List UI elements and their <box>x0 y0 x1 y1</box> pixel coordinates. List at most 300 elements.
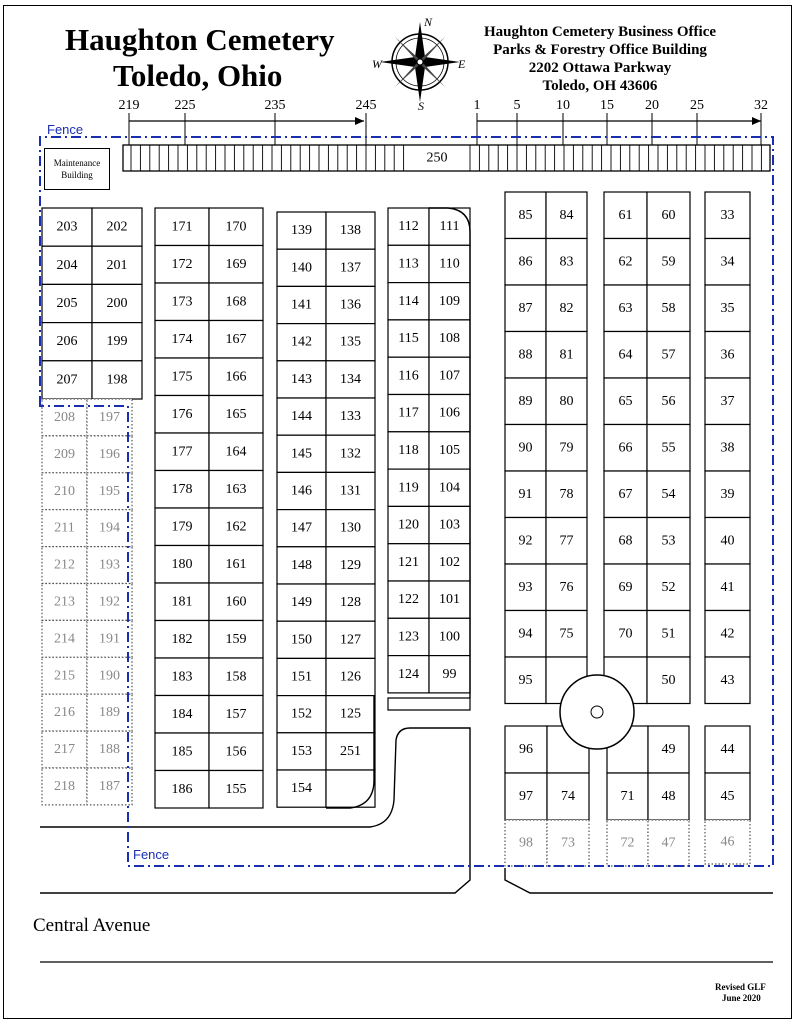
section-label-149[interactable]: 149 <box>291 595 312 611</box>
section-label-111[interactable]: 111 <box>439 219 460 235</box>
section-label-62[interactable]: 62 <box>618 254 633 270</box>
section-label-251[interactable]: 251 <box>340 743 361 759</box>
section-176[interactable] <box>155 396 209 434</box>
section-label-137[interactable]: 137 <box>340 260 361 276</box>
section-label-167[interactable]: 167 <box>225 331 247 347</box>
section-251[interactable] <box>326 733 375 770</box>
section-158[interactable] <box>209 658 263 696</box>
section-78[interactable] <box>546 471 587 518</box>
section-label-164[interactable]: 164 <box>225 444 247 460</box>
section-160[interactable] <box>209 583 263 621</box>
section-37[interactable] <box>705 378 750 425</box>
section-218[interactable] <box>42 768 87 805</box>
section-label-116[interactable]: 116 <box>398 368 419 384</box>
section-label-109[interactable]: 109 <box>439 293 460 309</box>
section-89[interactable] <box>505 378 546 425</box>
section-label-209[interactable]: 209 <box>54 446 75 462</box>
section-label-192[interactable]: 192 <box>99 594 120 610</box>
section-label-169[interactable]: 169 <box>225 256 247 272</box>
section-label-165[interactable]: 165 <box>225 406 247 422</box>
section-label-34[interactable]: 34 <box>720 254 735 270</box>
section-label-129[interactable]: 129 <box>340 557 361 573</box>
section-48[interactable] <box>648 773 689 820</box>
section-label-197[interactable]: 197 <box>99 409 120 425</box>
section-138[interactable] <box>326 212 375 249</box>
section-211[interactable] <box>42 510 87 547</box>
section-label-213[interactable]: 213 <box>54 594 75 610</box>
section-label-154[interactable]: 154 <box>291 781 312 797</box>
section-label-218[interactable]: 218 <box>54 778 75 794</box>
section-label-142[interactable]: 142 <box>291 334 312 350</box>
section-192[interactable] <box>87 584 132 621</box>
section-92[interactable] <box>505 518 546 565</box>
section-label-72[interactable]: 72 <box>620 835 635 851</box>
section-label-100[interactable]: 100 <box>439 629 460 645</box>
section-57[interactable] <box>647 332 690 379</box>
section-113[interactable] <box>388 245 429 282</box>
section-label-93[interactable]: 93 <box>518 579 533 595</box>
section-201[interactable] <box>92 246 142 284</box>
section-label-133[interactable]: 133 <box>340 409 361 425</box>
section-label-202[interactable]: 202 <box>106 219 128 235</box>
section-label-131[interactable]: 131 <box>340 483 361 499</box>
section-68[interactable] <box>604 518 647 565</box>
section-label-88[interactable]: 88 <box>518 347 533 363</box>
section-204[interactable] <box>42 246 92 284</box>
section-label-90[interactable]: 90 <box>518 440 533 456</box>
section-label-155[interactable]: 155 <box>225 781 247 797</box>
section-250[interactable] <box>123 145 770 171</box>
section-label-175[interactable]: 175 <box>171 369 193 385</box>
section-202[interactable] <box>92 208 142 246</box>
section-180[interactable] <box>155 546 209 584</box>
section-200[interactable] <box>92 284 142 322</box>
section-71[interactable] <box>607 773 648 820</box>
section-250-label[interactable]: 250 <box>426 150 448 166</box>
section-label-108[interactable]: 108 <box>439 331 460 347</box>
section-217[interactable] <box>42 731 87 768</box>
section-208[interactable] <box>42 399 87 436</box>
section-129[interactable] <box>326 547 375 584</box>
section-132[interactable] <box>326 435 375 472</box>
section-83[interactable] <box>546 239 587 286</box>
section-label-80[interactable]: 80 <box>559 393 574 409</box>
section-203[interactable] <box>42 208 92 246</box>
section-label-105[interactable]: 105 <box>439 442 460 458</box>
section-152[interactable] <box>277 696 326 733</box>
section-label-38[interactable]: 38 <box>720 440 735 456</box>
section-label-166[interactable]: 166 <box>225 369 247 385</box>
section-184[interactable] <box>155 696 209 734</box>
section-104[interactable] <box>429 469 470 506</box>
section-94[interactable] <box>505 611 546 658</box>
section-label-146[interactable]: 146 <box>291 483 312 499</box>
section-36[interactable] <box>705 332 750 379</box>
section-label-42[interactable]: 42 <box>720 626 735 642</box>
section-label-46[interactable]: 46 <box>720 834 735 850</box>
section-151[interactable] <box>277 658 326 695</box>
section-108[interactable] <box>429 320 470 357</box>
section-label-43[interactable]: 43 <box>720 672 735 688</box>
section-label-36[interactable]: 36 <box>720 347 735 363</box>
section-210[interactable] <box>42 473 87 510</box>
section-67[interactable] <box>604 471 647 518</box>
section-label-189[interactable]: 189 <box>99 705 120 721</box>
section-label-122[interactable]: 122 <box>398 592 419 608</box>
section-216[interactable] <box>42 694 87 731</box>
section-label-210[interactable]: 210 <box>54 483 75 499</box>
section-label-82[interactable]: 82 <box>559 300 574 316</box>
section-52[interactable] <box>647 564 690 611</box>
section-label-84[interactable]: 84 <box>559 207 574 223</box>
section-label-147[interactable]: 147 <box>291 520 312 536</box>
section-112[interactable] <box>388 208 429 245</box>
section-61[interactable] <box>604 192 647 239</box>
section-145[interactable] <box>277 435 326 472</box>
section-43[interactable] <box>705 657 750 704</box>
section-label-37[interactable]: 37 <box>720 393 735 409</box>
section-174[interactable] <box>155 321 209 359</box>
section-168[interactable] <box>209 283 263 321</box>
section-label-57[interactable]: 57 <box>661 347 676 363</box>
section-122[interactable] <box>388 581 429 618</box>
section-77[interactable] <box>546 518 587 565</box>
section-123[interactable] <box>388 618 429 655</box>
section-185[interactable] <box>155 733 209 771</box>
section-label-65[interactable]: 65 <box>618 393 633 409</box>
section-label-172[interactable]: 172 <box>171 256 193 272</box>
section-label-199[interactable]: 199 <box>106 334 128 350</box>
section-label-174[interactable]: 174 <box>171 331 193 347</box>
section-141[interactable] <box>277 286 326 323</box>
section-label-215[interactable]: 215 <box>54 668 75 684</box>
section-148[interactable] <box>277 547 326 584</box>
section-35[interactable] <box>705 285 750 332</box>
section-154[interactable] <box>277 770 326 807</box>
section-117[interactable] <box>388 395 429 432</box>
section-118[interactable] <box>388 432 429 469</box>
section-73[interactable] <box>547 820 589 866</box>
section-99[interactable] <box>429 656 470 693</box>
section-label-81[interactable]: 81 <box>559 347 574 363</box>
section-label-70[interactable]: 70 <box>618 626 633 642</box>
section-171[interactable] <box>155 208 209 246</box>
section-label-130[interactable]: 130 <box>340 520 361 536</box>
section-39[interactable] <box>705 471 750 518</box>
section-label-40[interactable]: 40 <box>720 533 735 549</box>
section-146[interactable] <box>277 472 326 509</box>
section-label-60[interactable]: 60 <box>661 207 676 223</box>
section-label-53[interactable]: 53 <box>661 533 676 549</box>
section-177[interactable] <box>155 433 209 471</box>
section-label-113[interactable]: 113 <box>398 256 419 272</box>
section-label-86[interactable]: 86 <box>518 254 533 270</box>
section-51[interactable] <box>647 611 690 658</box>
section-label-177[interactable]: 177 <box>171 444 193 460</box>
section-label-78[interactable]: 78 <box>559 486 574 502</box>
section-label-185[interactable]: 185 <box>171 744 193 760</box>
section-label-180[interactable]: 180 <box>171 556 193 572</box>
section-label-127[interactable]: 127 <box>340 632 361 648</box>
section-41[interactable] <box>705 564 750 611</box>
section-label-123[interactable]: 123 <box>398 629 419 645</box>
section-label-114[interactable]: 114 <box>398 293 419 309</box>
section-label-143[interactable]: 143 <box>291 371 312 387</box>
section-label-186[interactable]: 186 <box>171 781 193 797</box>
section-label-188[interactable]: 188 <box>99 742 120 758</box>
section-212[interactable] <box>42 547 87 584</box>
section-label-187[interactable]: 187 <box>99 778 120 794</box>
section-116[interactable] <box>388 357 429 394</box>
section-label-153[interactable]: 153 <box>291 743 312 759</box>
section-label-119[interactable]: 119 <box>398 480 419 496</box>
section-label-35[interactable]: 35 <box>720 300 735 316</box>
section-label-145[interactable]: 145 <box>291 446 312 462</box>
section-label-207[interactable]: 207 <box>56 372 78 388</box>
section-label-136[interactable]: 136 <box>340 297 361 313</box>
section-label-148[interactable]: 148 <box>291 557 312 573</box>
section-label-58[interactable]: 58 <box>661 300 676 316</box>
section-label-47[interactable]: 47 <box>661 835 676 851</box>
section-175[interactable] <box>155 358 209 396</box>
section-label-200[interactable]: 200 <box>106 296 128 311</box>
section-91[interactable] <box>505 471 546 518</box>
section-label-101[interactable]: 101 <box>439 592 460 608</box>
section-label-96[interactable]: 96 <box>519 742 533 757</box>
section-label-61[interactable]: 61 <box>618 207 633 223</box>
section-76[interactable] <box>546 564 587 611</box>
section-label-39[interactable]: 39 <box>720 486 735 502</box>
section-label-59[interactable]: 59 <box>661 254 676 270</box>
section-159[interactable] <box>209 621 263 659</box>
section-label-74[interactable]: 74 <box>561 789 575 804</box>
section-88[interactable] <box>505 332 546 379</box>
section-58[interactable] <box>647 285 690 332</box>
section-label-110[interactable]: 110 <box>439 256 460 272</box>
section-215[interactable] <box>42 657 87 694</box>
section-label-44[interactable]: 44 <box>720 742 735 757</box>
section-label-55[interactable]: 55 <box>661 440 676 456</box>
section-126[interactable] <box>326 658 375 695</box>
section-label-193[interactable]: 193 <box>99 557 120 573</box>
section-164[interactable] <box>209 433 263 471</box>
section-98[interactable] <box>505 820 547 866</box>
section-183[interactable] <box>155 658 209 696</box>
section-33[interactable] <box>705 192 750 239</box>
section-label-134[interactable]: 134 <box>340 371 361 387</box>
section-82[interactable] <box>546 285 587 332</box>
section-label-168[interactable]: 168 <box>225 294 247 310</box>
section-label-50[interactable]: 50 <box>661 672 676 688</box>
section-label-83[interactable]: 83 <box>559 254 574 270</box>
section-85[interactable] <box>505 192 546 239</box>
section-label-48[interactable]: 48 <box>661 789 676 804</box>
section-72[interactable] <box>607 820 648 866</box>
section-label-92[interactable]: 92 <box>518 533 533 549</box>
section-45[interactable] <box>705 773 750 820</box>
section-label-156[interactable]: 156 <box>225 744 247 760</box>
section-101[interactable] <box>429 581 470 618</box>
section-147[interactable] <box>277 510 326 547</box>
section-label-97[interactable]: 97 <box>519 789 533 804</box>
section-label-115[interactable]: 115 <box>398 331 419 347</box>
section-199[interactable] <box>92 323 142 361</box>
section-label-64[interactable]: 64 <box>618 347 633 363</box>
section-70[interactable] <box>604 611 647 658</box>
section-label-140[interactable]: 140 <box>291 260 312 276</box>
section-206[interactable] <box>42 323 92 361</box>
section-121[interactable] <box>388 544 429 581</box>
section-197[interactable] <box>87 399 132 436</box>
section-label-135[interactable]: 135 <box>340 334 361 350</box>
section-label-201[interactable]: 201 <box>106 257 128 273</box>
section-139[interactable] <box>277 212 326 249</box>
section-label-170[interactable]: 170 <box>225 219 247 235</box>
section-80[interactable] <box>546 378 587 425</box>
section-106[interactable] <box>429 395 470 432</box>
section-162[interactable] <box>209 508 263 546</box>
section-97[interactable] <box>505 773 547 820</box>
section-195[interactable] <box>87 473 132 510</box>
section-label-171[interactable]: 171 <box>171 219 193 235</box>
section-166[interactable] <box>209 358 263 396</box>
section-label-124[interactable]: 124 <box>398 666 419 682</box>
section-label-139[interactable]: 139 <box>291 223 312 239</box>
section-131[interactable] <box>326 472 375 509</box>
section-143[interactable] <box>277 361 326 398</box>
section-100[interactable] <box>429 618 470 655</box>
section-136[interactable] <box>326 286 375 323</box>
section-label-106[interactable]: 106 <box>439 405 460 421</box>
section-181[interactable] <box>155 583 209 621</box>
section-209[interactable] <box>42 436 87 473</box>
section-193[interactable] <box>87 547 132 584</box>
section-label-99[interactable]: 99 <box>442 666 457 682</box>
section-186[interactable] <box>155 771 209 809</box>
section-label-160[interactable]: 160 <box>225 594 247 610</box>
section-label-157[interactable]: 157 <box>225 706 247 722</box>
section-label-121[interactable]: 121 <box>398 554 419 570</box>
section-161[interactable] <box>209 546 263 584</box>
section-label-73[interactable]: 73 <box>561 835 575 851</box>
section-47[interactable] <box>648 820 689 866</box>
section-64[interactable] <box>604 332 647 379</box>
section-label-216[interactable]: 216 <box>54 705 75 721</box>
section-label-151[interactable]: 151 <box>291 669 312 685</box>
section-178[interactable] <box>155 471 209 509</box>
section-label-132[interactable]: 132 <box>340 446 361 462</box>
section-142[interactable] <box>277 324 326 361</box>
section-label-173[interactable]: 173 <box>171 294 193 310</box>
section-110[interactable] <box>429 245 470 282</box>
section-155[interactable] <box>209 771 263 809</box>
section-75[interactable] <box>546 611 587 658</box>
section-label-66[interactable]: 66 <box>618 440 633 456</box>
section-label-52[interactable]: 52 <box>661 579 676 595</box>
section-label-184[interactable]: 184 <box>171 706 193 722</box>
section-205[interactable] <box>42 284 92 322</box>
section-44[interactable] <box>705 726 750 773</box>
section-label-69[interactable]: 69 <box>618 579 633 595</box>
section-194[interactable] <box>87 510 132 547</box>
section-label-75[interactable]: 75 <box>559 626 574 642</box>
section-86[interactable] <box>505 239 546 286</box>
section-188[interactable] <box>87 731 132 768</box>
section-label-79[interactable]: 79 <box>559 440 574 456</box>
section-187[interactable] <box>87 768 132 805</box>
section-190[interactable] <box>87 657 132 694</box>
section-label-63[interactable]: 63 <box>618 300 633 316</box>
section-label-217[interactable]: 217 <box>54 742 75 758</box>
section-label-159[interactable]: 159 <box>225 631 247 647</box>
section-label-68[interactable]: 68 <box>618 533 633 549</box>
section-42[interactable] <box>705 611 750 658</box>
section-label-87[interactable]: 87 <box>518 300 533 316</box>
section-172[interactable] <box>155 246 209 284</box>
section-115[interactable] <box>388 320 429 357</box>
section-label-49[interactable]: 49 <box>661 742 676 757</box>
section-105[interactable] <box>429 432 470 469</box>
section-140[interactable] <box>277 249 326 286</box>
section-label-176[interactable]: 176 <box>171 406 193 422</box>
section-label-103[interactable]: 103 <box>439 517 460 533</box>
section-34[interactable] <box>705 239 750 286</box>
section-135[interactable] <box>326 324 375 361</box>
section-label-158[interactable]: 158 <box>225 669 247 685</box>
section-81[interactable] <box>546 332 587 379</box>
section-label-204[interactable]: 204 <box>56 257 78 273</box>
section-59[interactable] <box>647 239 690 286</box>
section-62[interactable] <box>604 239 647 286</box>
section-120[interactable] <box>388 506 429 543</box>
section-label-181[interactable]: 181 <box>171 594 193 610</box>
section-157[interactable] <box>209 696 263 734</box>
section-label-214[interactable]: 214 <box>54 631 75 647</box>
section-label-118[interactable]: 118 <box>398 442 419 458</box>
section-96[interactable] <box>505 726 547 773</box>
section-label-208[interactable]: 208 <box>54 409 75 425</box>
section-blank[interactable] <box>326 770 375 807</box>
section-40[interactable] <box>705 518 750 565</box>
section-133[interactable] <box>326 398 375 435</box>
section-label-128[interactable]: 128 <box>340 595 361 611</box>
section-74[interactable] <box>547 773 589 820</box>
section-54[interactable] <box>647 471 690 518</box>
section-149[interactable] <box>277 584 326 621</box>
section-label-67[interactable]: 67 <box>618 486 633 502</box>
section-107[interactable] <box>429 357 470 394</box>
section-label-125[interactable]: 125 <box>340 706 361 722</box>
section-label-102[interactable]: 102 <box>439 554 460 570</box>
section-125[interactable] <box>326 696 375 733</box>
section-label-198[interactable]: 198 <box>106 372 128 388</box>
section-65[interactable] <box>604 378 647 425</box>
section-label-33[interactable]: 33 <box>720 207 735 223</box>
section-150[interactable] <box>277 621 326 658</box>
section-53[interactable] <box>647 518 690 565</box>
section-label-54[interactable]: 54 <box>661 486 676 502</box>
section-38[interactable] <box>705 425 750 472</box>
section-179[interactable] <box>155 508 209 546</box>
section-label-190[interactable]: 190 <box>99 668 120 684</box>
section-label-162[interactable]: 162 <box>225 519 247 535</box>
section-207[interactable] <box>42 361 92 399</box>
section-56[interactable] <box>647 378 690 425</box>
section-label-85[interactable]: 85 <box>518 207 533 223</box>
section-label-138[interactable]: 138 <box>340 223 361 239</box>
section-93[interactable] <box>505 564 546 611</box>
section-55[interactable] <box>647 425 690 472</box>
